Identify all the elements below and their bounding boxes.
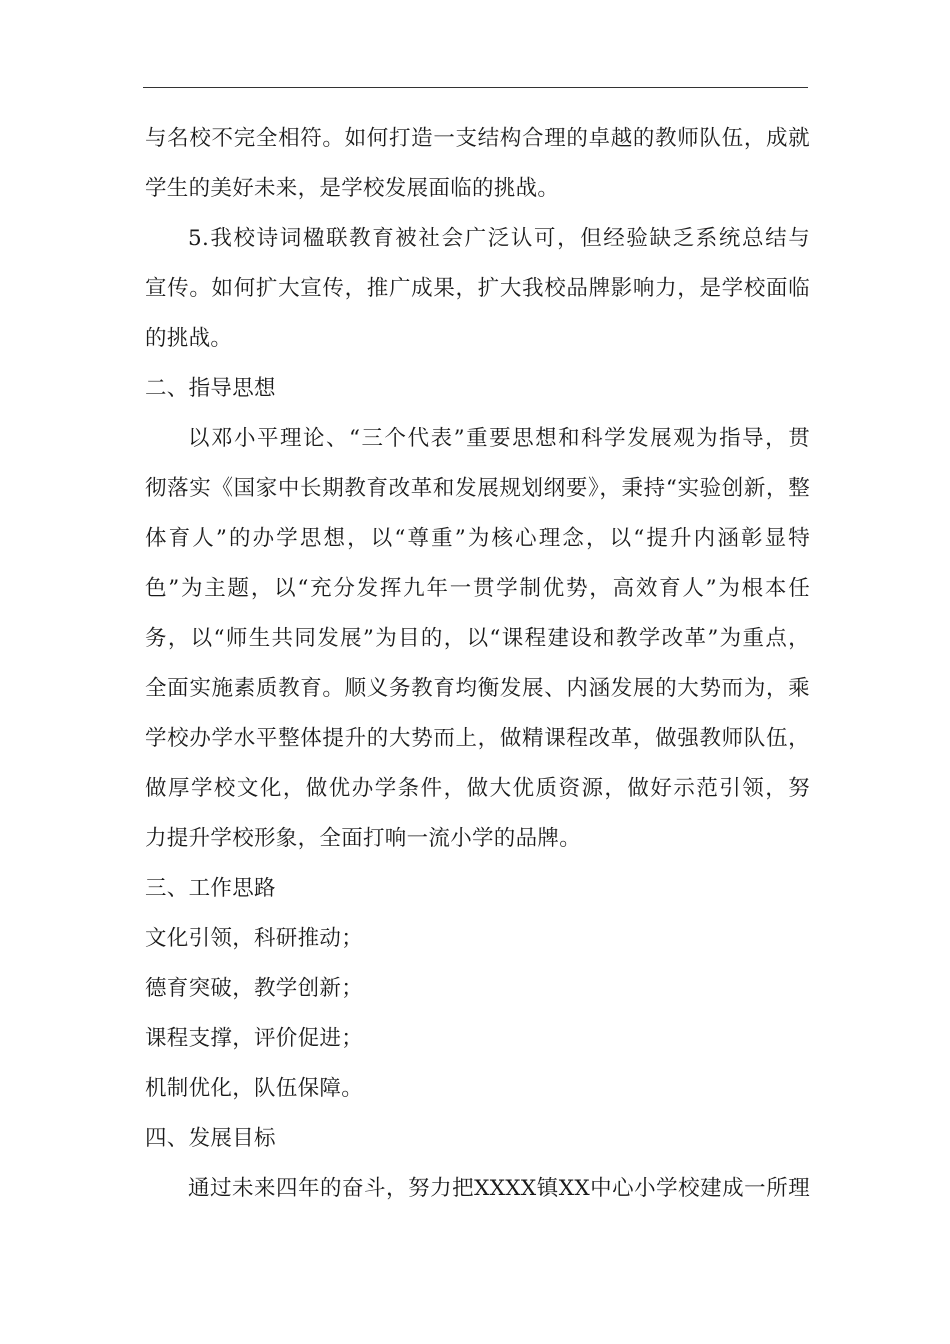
document-body bbox=[145, 114, 810, 1214]
text-line: 学生的美好未来，是学校发展面临的挑战。 bbox=[145, 176, 560, 201]
text-line: 二、指导思想 bbox=[145, 376, 276, 401]
text-line: 彻落实《国家中长期教育改革和发展规划纲要》，秉持“实验创新，整 bbox=[145, 476, 810, 501]
header-rule bbox=[143, 87, 808, 88]
text-line: 与名校不完全相符。如何打造一支结构合理的卓越的教师队伍，成就 bbox=[145, 126, 810, 151]
text-line: 通过未来四年的奋斗，努力把XXXX镇XX中心小学校建成一所理 bbox=[188, 1176, 810, 1201]
text-line: 全面实施素质教育。顺义务教育均衡发展、内涵发展的大势而为，乘 bbox=[145, 676, 810, 701]
text-line: 体育人”的办学思想，以“尊重”为核心理念，以“提升内涵彰显特 bbox=[145, 526, 810, 551]
text-line: 德育突破，教学创新； bbox=[145, 976, 364, 1001]
text-line: 色”为主题，以“充分发挥九年一贯学制优势，高效育人”为根本任 bbox=[145, 576, 810, 601]
text-line: 力提升学校形象，全面打响一流小学的品牌。 bbox=[145, 826, 582, 851]
text-line: 务，以“师生共同发展”为目的，以“课程建设和教学改革”为重点， bbox=[145, 626, 810, 651]
text-line: 文化引领，科研推动； bbox=[145, 926, 364, 951]
text-line: 的挑战。 bbox=[145, 326, 233, 351]
text-line: 四、发展目标 bbox=[145, 1126, 276, 1151]
text-line: 三、工作思路 bbox=[145, 876, 276, 901]
text-line: 机制优化，队伍保障。 bbox=[145, 1076, 364, 1101]
text-line: 做厚学校文化，做优办学条件，做大优质资源，做好示范引领，努 bbox=[145, 776, 810, 801]
text-line: 宣传。如何扩大宣传，推广成果，扩大我校品牌影响力，是学校面临 bbox=[145, 276, 810, 301]
text-line: 以邓小平理论、“三个代表”重要思想和科学发展观为指导，贯 bbox=[188, 426, 810, 451]
text-line: 课程支撑，评价促进； bbox=[145, 1026, 364, 1051]
text-line: 学校办学水平整体提升的大势而上，做精课程改革，做强教师队伍， bbox=[145, 726, 810, 751]
text-line: 5.我校诗词楹联教育被社会广泛认可，但经验缺乏系统总结与 bbox=[188, 226, 810, 251]
